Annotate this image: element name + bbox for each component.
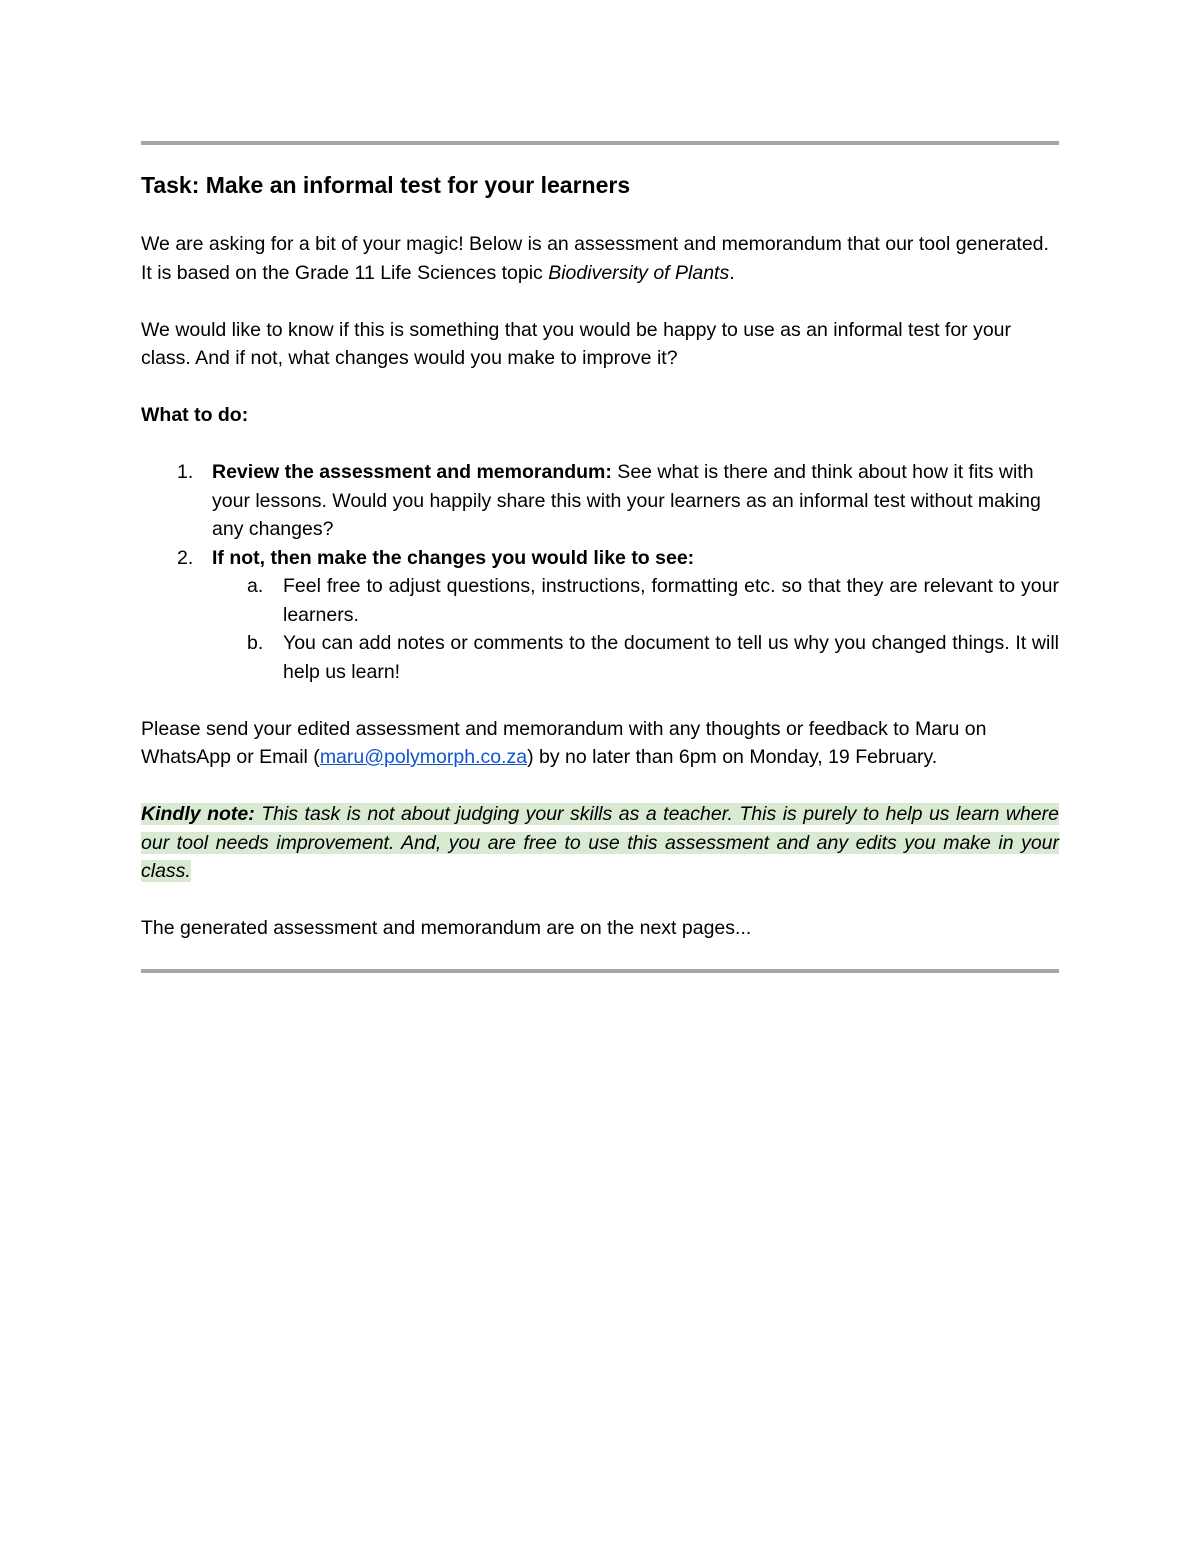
intro-text: We are asking for a bit of your magic! Below is an assessment and memorandum that our tool generated. It is based on the Grade 11 Life Sciences topic [141, 233, 1049, 284]
list-item [141, 458, 1059, 544]
substep-text: Feel free to adjust questions, instructions, formatting etc. so that they are relevant to your learners. [283, 575, 1059, 626]
topic-name: Biodiversity of Plants [548, 261, 730, 284]
document-page [141, 0, 1059, 1553]
substep-letter: b. [247, 632, 264, 654]
page-title: Task: Make an informal test for your learners [141, 172, 631, 198]
bottom-divider [141, 969, 1059, 973]
intro-paragraph [141, 230, 1059, 287]
note-highlight [141, 803, 1059, 882]
question-paragraph: We would like to know if this is something that you would be happy to use as an informal test for your class. And if not, what changes would you make to improve it? [141, 318, 1012, 369]
step-bold-text: If not, then make the changes you would like to see: [212, 546, 695, 569]
list-item [212, 629, 1059, 686]
step-number: 2. [177, 546, 194, 569]
note-text: This task is not about judging your skills as a teacher. This is purely to help us learn where our tool needs improvement. And, you are free to use this assessment and any edits you make in your class. [141, 803, 1059, 882]
send-text: Please send your edited assessment and memorandum with any thoughts or feedback to Maru on WhatsApp or Email ( [141, 717, 987, 768]
top-divider [141, 141, 1059, 145]
send-deadline-text: ) by no later than 6pm on Monday, 19 February. [527, 746, 938, 768]
send-paragraph [141, 715, 1059, 772]
closing-paragraph: The generated assessment and memorandum are on the next pages... [141, 917, 752, 939]
steps-list [141, 458, 1059, 686]
intro-end: . [729, 261, 735, 284]
note-label: Kindly note: [141, 803, 255, 825]
substep-text: You can add notes or comments to the document to tell us why you changed things. It will help us learn! [283, 632, 1059, 683]
document-body [141, 168, 1059, 943]
note-paragraph [141, 800, 1059, 886]
list-item [141, 544, 1059, 687]
step-text: See what is there and think about how it fits with your lessons. Would you happily share this with your learners as an informal test without making any changes? [212, 461, 1041, 540]
step-number: 1. [177, 461, 194, 483]
substeps-list [212, 572, 1059, 686]
list-item [212, 572, 1059, 629]
what-to-do-heading: What to do: [141, 404, 249, 426]
step-bold-text: Review the assessment and memorandum: [212, 461, 612, 483]
substep-letter: a. [247, 575, 264, 597]
email-link[interactable]: maru@polymorph.co.za [319, 746, 528, 768]
